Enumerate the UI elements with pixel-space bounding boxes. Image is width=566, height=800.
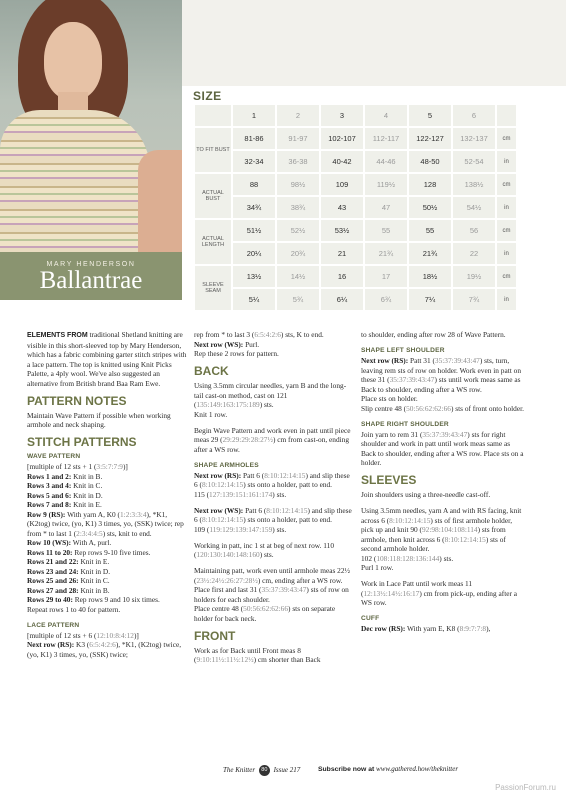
- size-cell: 98½: [277, 174, 319, 195]
- size-cell: 22: [453, 243, 495, 264]
- cuff-text: Dec row (RS): With yarn E, K8 (8:9:7:7:8),: [361, 624, 491, 633]
- armhole-inc: Working in patt, inc 1 st at beg of next row. 110 (120:130:140:148:160) sts.: [194, 540, 334, 559]
- sleeves-heading: SLEEVES: [361, 473, 417, 487]
- size-cell: 32-34: [233, 151, 275, 172]
- size-cell: 51½: [233, 220, 275, 241]
- shape-left-shoulder-heading: SHAPE LEFT SHOULDER: [361, 347, 445, 354]
- sleeves-lace: Work in Lace Patt until work meas 11 (12:13½:14½:16:17) cm from pick-up, ending after a WS row.: [361, 579, 518, 607]
- size-cell: 13½: [233, 266, 275, 287]
- size-cell: 21¾: [365, 243, 407, 264]
- size-cell: 81-86: [233, 128, 275, 149]
- size-cell: 43: [321, 197, 363, 218]
- pattern-notes-heading: PATTERN NOTES: [27, 393, 127, 408]
- designer-name: MARY HENDERSON: [46, 261, 136, 268]
- size-row: [195, 128, 516, 149]
- size-cell: 132-137: [453, 128, 495, 149]
- size-cell: 55: [365, 220, 407, 241]
- lace-pattern-heading: LACE PATTERN: [27, 621, 80, 629]
- size-table: [193, 103, 518, 312]
- unit-cell: in: [497, 243, 516, 264]
- left-shoulder-text: Next row (RS): Patt 31 (35:37:39:43:47) sts, turn, leaving rem sts of row on holder. Work even in patt on these 31 (35:37:39:43:47) sts until work meas same as Back to shoulder, ending after a WS row. Place sts on holder. Slip centre 48 (50:56:62:62:66) sts of front onto holder.: [361, 356, 524, 413]
- size-cell: 91-97: [277, 128, 319, 149]
- size-cell: 7¼: [409, 289, 451, 310]
- pattern-row: Rows 7 and 8: Knit in E.: [27, 500, 102, 509]
- size-cell: 21¾: [409, 243, 451, 264]
- size-cell: 20¾: [277, 243, 319, 264]
- lace-row-1-cont: rep from * to last 3 (6:5:4:2:6) sts, K to end.: [194, 330, 324, 339]
- footer-subscribe: Subscribe now at www.gathered.how/theknitter: [318, 765, 459, 773]
- lace-row-2: Next row (WS): Purl.: [194, 339, 260, 349]
- front-text-cont: to shoulder, ending after row 28 of Wave Pattern.: [361, 330, 506, 339]
- page-footer: [0, 765, 566, 779]
- size-cell: 17: [365, 266, 407, 287]
- pattern-row: Rows 25 and 26: Knit in C.: [27, 576, 110, 585]
- size-row: [195, 220, 516, 241]
- size-row: [195, 197, 516, 218]
- wave-rows-2: [27, 538, 187, 605]
- measurement-label: TO FIT BUST: [195, 128, 231, 172]
- pattern-row: Rows 1 and 2: Knit in B.: [27, 471, 103, 481]
- pattern-row: Rows 5 and 6: Knit in D.: [27, 490, 103, 500]
- size-cell: 16: [321, 266, 363, 287]
- pattern-row: Rows 27 and 28: Knit in B.: [27, 585, 110, 595]
- unit-cell: cm: [497, 220, 516, 241]
- size-cell: 54½: [453, 197, 495, 218]
- size-cell: 36-38: [277, 151, 319, 172]
- size-cell: 53½: [321, 220, 363, 241]
- hero-photo: [0, 0, 182, 252]
- size-row: [195, 174, 516, 195]
- back-wave: Begin Wave Pattern and work even in patt until piece meas 29 (29:29:29:28:27½) cm from cast-on, ending after a WS row.: [194, 425, 351, 454]
- back-cast-on: Using 3.5mm circular needles, yarn B and the long-tail cast-on method, cast on 121 (135:149:163:175:189) sts. Knit 1 row.: [194, 381, 347, 419]
- size-cell: 6¾: [365, 289, 407, 310]
- size-cell: 88: [233, 174, 275, 195]
- back-heading: BACK: [194, 364, 229, 378]
- sleeves-pickup: Using 3.5mm needles, yarn A and with RS facing, knit across 6 (8:10:12:14:15) sts of first armhole holder, pick up and knit 90 (92:98:104:108:114) sts from armhole, then knit across 6 (8:10:12:14:15) sts of second armhole holder. 102 (108:118:128:136:144) sts. Purl 1 row.: [361, 506, 522, 572]
- lace-multiple: [multiple of 12 sts + 6 (12:10:8:4:12)]: [27, 630, 139, 640]
- unit-cell: cm: [497, 266, 516, 287]
- pattern-title: Ballantrae: [39, 267, 143, 294]
- shape-right-shoulder-heading: SHAPE RIGHT SHOULDER: [361, 420, 449, 428]
- size-cell: 14½: [277, 266, 319, 287]
- size-cell: 119½: [365, 174, 407, 195]
- size-cell: 55: [409, 220, 451, 241]
- unit-cell: in: [497, 289, 516, 310]
- unit-cell: cm: [497, 128, 516, 149]
- size-header-blank: [195, 105, 231, 126]
- front-heading: FRONT: [194, 628, 236, 643]
- size-cell: 50½: [409, 197, 451, 218]
- measurement-label: ACTUAL BUST: [195, 174, 231, 218]
- wave-pattern-heading: WAVE PATTERN: [27, 453, 81, 460]
- front-text: Work as for Back until Front meas 8 (9:10:11½:11½:12½) cm shorter than Back: [194, 645, 321, 664]
- size-cell: 138½: [453, 174, 495, 195]
- pattern-notes-text: Maintain Wave Pattern if possible when working armhole and neck shaping.: [27, 410, 171, 429]
- size-header: 1: [233, 105, 275, 126]
- size-cell: 21: [321, 243, 363, 264]
- size-row: [195, 151, 516, 172]
- armhole-row-ws: Next row (WS): Patt 6 (8:10:12:14:15) and slip these 6 (8:10:12:14:15) sts onto a holder, patt to end. 109 (119:129:139:147:159) sts.: [194, 505, 352, 534]
- sleeves-join: Join shoulders using a three-needle cast-off.: [361, 490, 491, 499]
- size-cell: 112-117: [365, 128, 407, 149]
- measurement-label: SLEEVE SEAM: [195, 266, 231, 310]
- column-3: [361, 330, 526, 634]
- size-cell: 7¾: [453, 289, 495, 310]
- size-cell: 128: [409, 174, 451, 195]
- size-cell: 19½: [453, 266, 495, 287]
- unit-cell: in: [497, 151, 516, 172]
- footer-magazine: The Knitter 80 Issue 217: [223, 766, 301, 775]
- armhole-even: Maintaining patt, work even until armhole meas 22½ (23½:24½:26:27:28½) cm, ending after a WS row. Place first and last 31 (35:37:39:43:47) sts of row on holders for each shoulder. Place centre 48 (50:56:62:62:66) sts on separate holder for back neck.: [194, 566, 351, 623]
- right-shoulder-text: Join yarn to rem 31 (35:37:39:43:47) sts for right shoulder and work in patt until work meas same as Back to shoulder, ending after a WS row. Place sts on a holder.: [361, 429, 524, 467]
- size-cell: 122-127: [409, 128, 451, 149]
- size-header: 3: [321, 105, 363, 126]
- size-cell: 18½: [409, 266, 451, 287]
- wave-repeat: Repeat rows 1 to 40 for pattern.: [27, 604, 121, 614]
- watermark: PassionForum.ru: [495, 783, 556, 792]
- column-2: [194, 330, 354, 671]
- size-header: 2: [277, 105, 319, 126]
- size-cell: 40-42: [321, 151, 363, 172]
- size-row: [195, 243, 516, 264]
- shape-armholes-heading: SHAPE ARMHOLES: [194, 461, 259, 469]
- stitch-patterns-heading: STITCH PATTERNS: [27, 435, 137, 449]
- size-cell: 48-50: [409, 151, 451, 172]
- pattern-row: Rows 11 to 20: Rep rows 9-10 five times.: [27, 547, 151, 557]
- page-number-badge: 80: [259, 765, 270, 776]
- size-cell: 34¾: [233, 197, 275, 218]
- measurement-label: ACTUAL LENGTH: [195, 220, 231, 264]
- intro-paragraph: ELEMENTS FROM traditional Shetland knitting are visible in this short-sleeved top by Mary Henderson, which has a fabric combining garter stitch stripes with a lace pattern. The top is knitted using Knit Picks Palette, a 4ply wool. We've also suggested an alternative from British brand Baa Ram Ewe.: [27, 330, 187, 388]
- size-cell: 52½: [277, 220, 319, 241]
- title-banner: [0, 252, 182, 300]
- wave-multiple: [multiple of 12 sts + 1 (3:5:7:7:9)]: [27, 462, 128, 471]
- cuff-heading: CUFF: [361, 615, 380, 622]
- size-header: 6: [453, 105, 495, 126]
- armhole-row-rs: Next row (RS): Patt 6 (8:10:12:14:15) and slip these 6 (8:10:12:14:15) sts onto a holder, patt to end. 115 (127:139:151:161:174) sts.: [194, 470, 350, 499]
- lace-repeat: Rep these 2 rows for pattern.: [194, 349, 279, 358]
- size-cell: 109: [321, 174, 363, 195]
- pattern-row: Rows 29 to 40: Rep rows 9 and 10 six times.: [27, 595, 160, 604]
- unit-cell: cm: [497, 174, 516, 195]
- size-cell: 6¼: [321, 289, 363, 310]
- lace-row-1: Next row (RS): K3 (6:5:4:2:6), *K1, (K2tog) twice, (yo, K1) 3 times, yo, (SSK) twice;: [27, 640, 182, 659]
- size-heading: SIZE: [193, 89, 222, 103]
- size-cell: 102-107: [321, 128, 363, 149]
- size-row: [195, 289, 516, 310]
- size-cell: 5¾: [277, 289, 319, 310]
- header-strip: [182, 0, 566, 86]
- wave-rows: [27, 472, 187, 510]
- wave-row-9: Row 9 (RS): With yarn A, K0 (1:2:3:3:4), *K1, (K2tog) twice, (yo, K1) 3 times, yo, (SSK) twice; rep from * to last 1 (2:3:4:4:5) sts, knit to end.: [27, 509, 184, 538]
- unit-header-blank: [497, 105, 516, 126]
- size-cell: 5¼: [233, 289, 275, 310]
- size-cell: 47: [365, 197, 407, 218]
- size-header: 4: [365, 105, 407, 126]
- pattern-row: Row 10 (WS): With A, purl.: [27, 538, 112, 547]
- size-cell: 44-46: [365, 151, 407, 172]
- size-cell: 52-54: [453, 151, 495, 172]
- pattern-row: Rows 3 and 4: Knit in C.: [27, 481, 103, 490]
- column-1: [27, 330, 187, 659]
- unit-cell: in: [497, 197, 516, 218]
- size-cell: 38¾: [277, 197, 319, 218]
- size-row: [195, 266, 516, 287]
- subscribe-link[interactable]: www.gathered.how/theknitter: [376, 765, 459, 773]
- size-cell: 20¼: [233, 243, 275, 264]
- size-cell: 56: [453, 220, 495, 241]
- size-header: 5: [409, 105, 451, 126]
- pattern-row: Rows 23 and 24: Knit in D.: [27, 566, 111, 576]
- pattern-row: Rows 21 and 22: Knit in E.: [27, 557, 110, 566]
